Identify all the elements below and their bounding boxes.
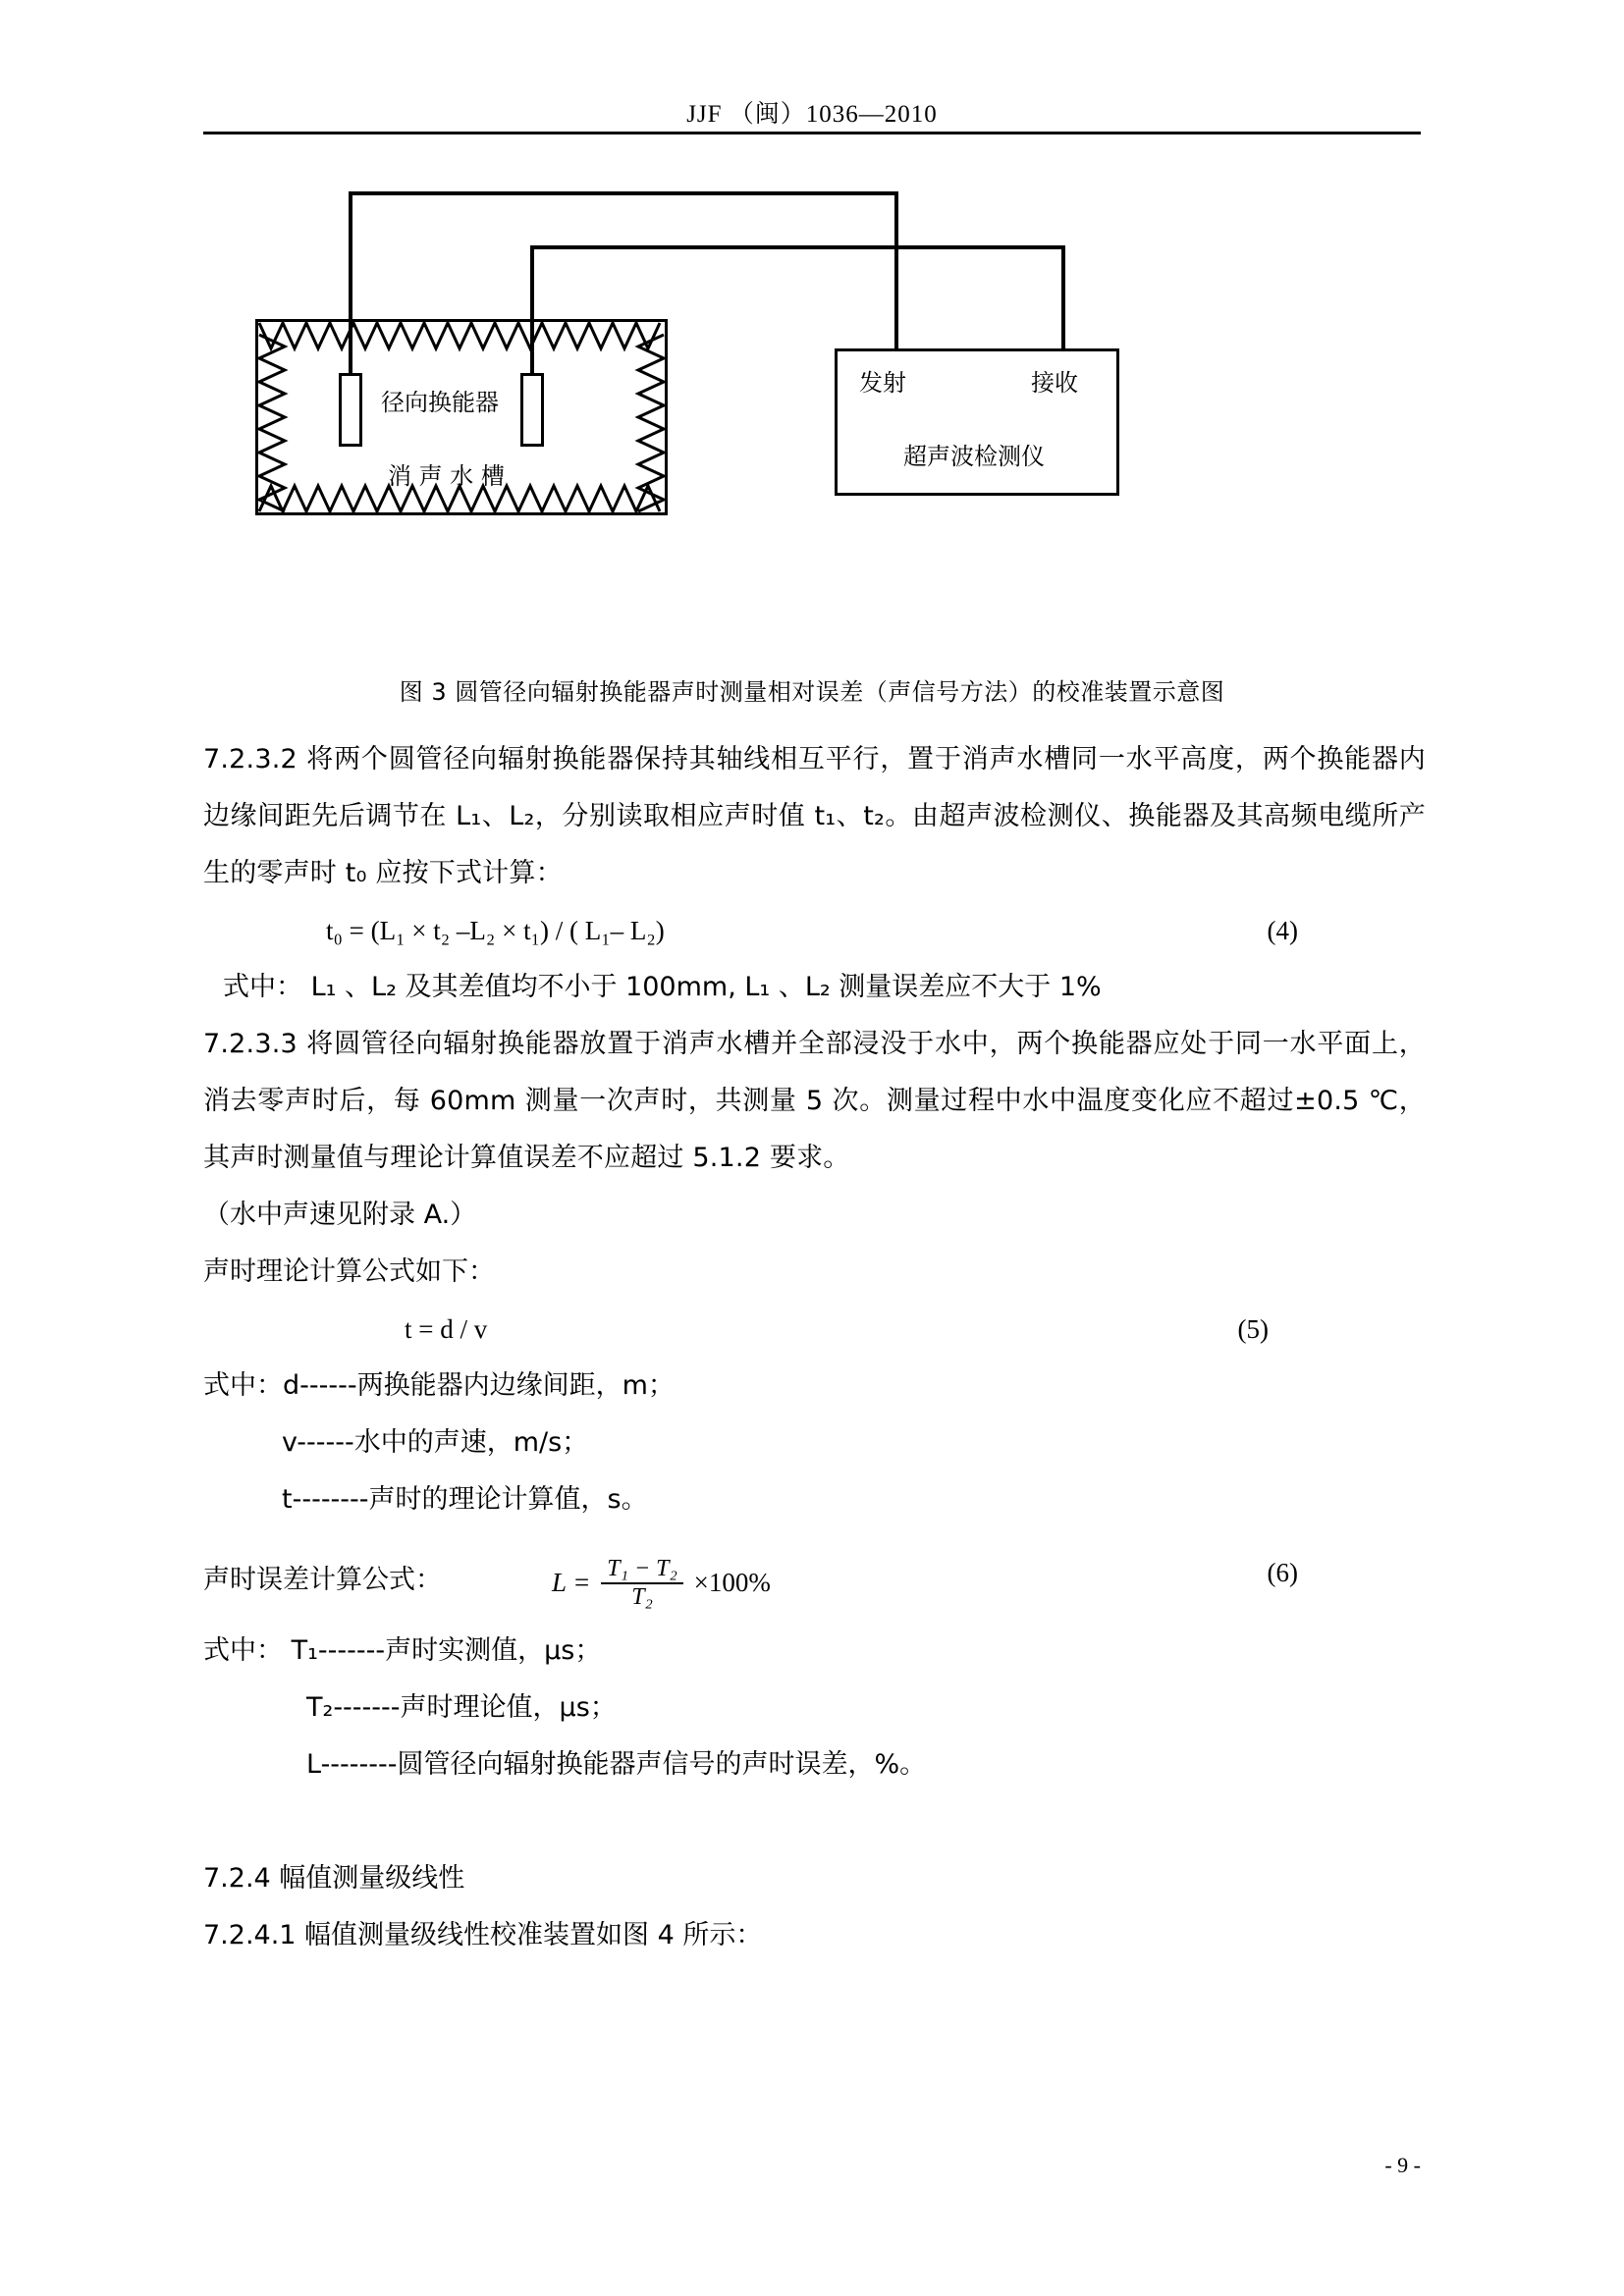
formula-6-numerator: T₁ − T₂ xyxy=(601,1556,683,1584)
formula-6-fraction xyxy=(601,1556,683,1611)
transducer-label: 径向换能器 xyxy=(381,389,499,416)
formula-6-denominator: T₂ xyxy=(631,1584,653,1610)
body-content xyxy=(203,731,1426,1964)
receive-terminal-label: 接收 xyxy=(1031,369,1078,397)
formula-4-number: (4) xyxy=(1267,916,1298,945)
paragraph-7-2-3-3: 7.2.3.3 将圆管径向辐射换能器放置于消声水槽并全部浸没于水中，两个换能器应处于同一水平面上，消去零声时后，每 60mm 测量一次声时，共测量 5 次。测量过程中水中温度变化应不超过±0.5 ℃，其声时测量值与理论计算值误差不应超过 5.1.2 要求。 xyxy=(203,1029,1426,1173)
radial-transducer-1 xyxy=(339,373,362,447)
figure-3-diagram xyxy=(226,191,1208,623)
formula-5-where-d: 式中：d------两换能器内边缘间距，m； xyxy=(203,1370,675,1401)
transmit-terminal-label: 发射 xyxy=(859,369,906,397)
tank-label: 消 声 水 槽 xyxy=(388,462,505,490)
formula-6-where-L: L--------圆管径向辐射换能器声信号的声时误差，%。 xyxy=(306,1749,927,1780)
formula-6-equals: = xyxy=(572,1568,591,1598)
formula-5-row xyxy=(203,1301,1426,1358)
paragraph-7-2-4-1: 7.2.4.1 幅值测量级线性校准装置如图 4 所示： xyxy=(203,1920,763,1950)
formula-5-where-t: t--------声时的理论计算值，s。 xyxy=(282,1484,648,1515)
formula-4-row xyxy=(203,902,1426,959)
theory-formula-intro: 声时理论计算公式如下： xyxy=(203,1256,495,1287)
header-rule xyxy=(203,132,1421,134)
heading-7-2-4: 7.2.4 幅值测量级线性 xyxy=(203,1863,465,1894)
formula-6-number: (6) xyxy=(1267,1558,1298,1587)
formula-6-where-t2: T₂-------声时理论值，μs； xyxy=(306,1692,617,1723)
formula-6-row xyxy=(203,1528,1426,1623)
formula-5-expression: t = d / v xyxy=(405,1314,488,1344)
formula-6-expression xyxy=(552,1558,771,1613)
formula-6-where-t1: 式中： T₁-------声时实测值，μs； xyxy=(203,1635,602,1666)
spacer xyxy=(203,1793,1426,1850)
note-L-values: 式中： L₁ 、L₂ 及其差值均不小于 100mm, L₁ 、L₂ 测量误差应不大于 1% xyxy=(223,972,1102,1002)
formula-5-number: (5) xyxy=(1237,1314,1269,1344)
page-number: - 9 - xyxy=(1384,2153,1421,2177)
paragraph-7-2-3-2: 7.2.3.2 将两个圆管径向辐射换能器保持其轴线相互平行，置于消声水槽同一水平高度，两个换能器内边缘间距先后调节在 L₁、L₂，分别读取相应声时值 t₁、t₂。由超声波检测仪、换能器及其高频电缆所产生的零声时 t₀ 应按下式计算： xyxy=(203,744,1426,888)
page-header: JJF （闽）1036—2010 xyxy=(686,101,938,128)
radial-transducer-2 xyxy=(520,373,544,447)
formula-6-label: 声时误差计算公式： xyxy=(203,1565,442,1595)
formula-6-lhs: L xyxy=(552,1568,567,1598)
formula-6-tail: ×100% xyxy=(693,1568,771,1598)
detector-device-label: 超声波检测仪 xyxy=(903,443,1045,470)
note-water-sound-speed: （水中声速见附录 A.） xyxy=(203,1200,477,1230)
figure-3-caption: 图 3 圆管径向辐射换能器声时测量相对误差（声信号方法）的校准装置示意图 xyxy=(399,678,1225,706)
formula-5-where-v: v------水中的声速，m/s； xyxy=(282,1427,589,1458)
formula-4-expression: t₀ = (L₁ × t₂ –L₂ × t₁) / ( L₁– L₂) xyxy=(326,916,665,945)
